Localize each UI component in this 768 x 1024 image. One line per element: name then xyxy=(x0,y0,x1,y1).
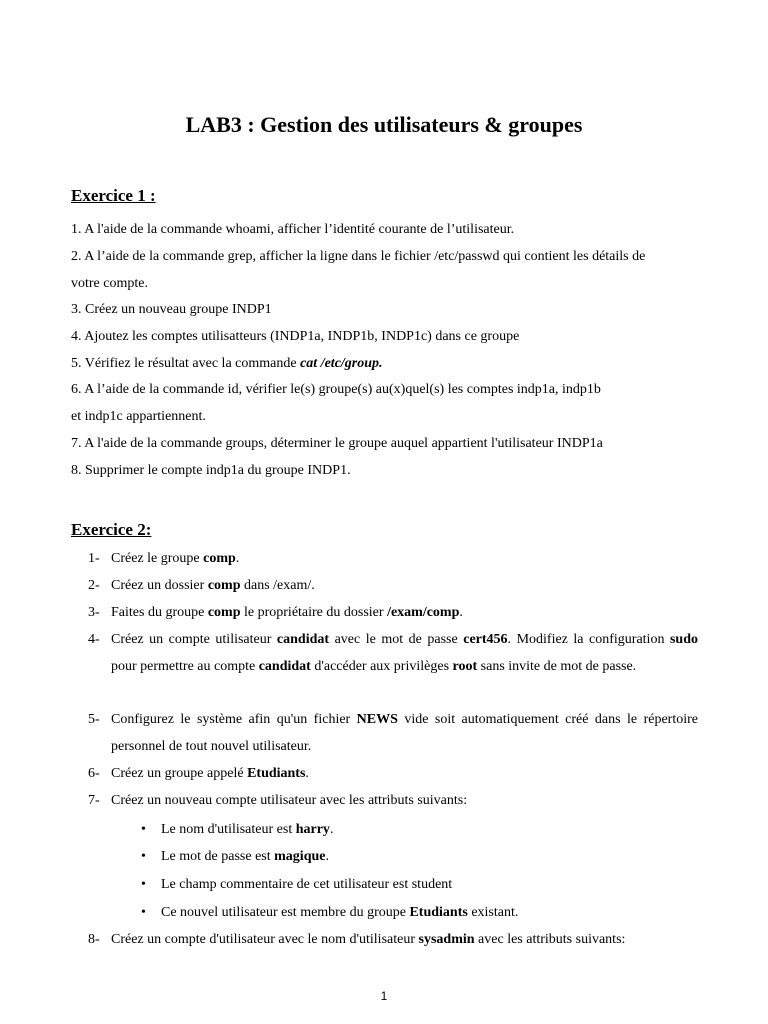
ex2-item-1 xyxy=(88,546,698,573)
ex2-item-5 xyxy=(88,707,698,760)
ex2-item-6 xyxy=(88,761,698,788)
ex1-line-2b: votre compte. xyxy=(71,276,148,291)
bullet-icon: • xyxy=(141,849,146,864)
ex2-item-text: Créez un compte d'utilisateur avec le nom d'utilisateur xyxy=(111,932,419,947)
ex2-item-bold: Etudiants xyxy=(247,766,306,781)
ex2-item-text: . Modifiez la configuration xyxy=(507,632,670,647)
ex2-item-bold: /exam/comp xyxy=(387,605,460,620)
ex1-line-7: 7. A l'aide de la commande groups, déterminer le groupe auquel appartient l'utilisateur INDP1a xyxy=(71,436,603,451)
ex2-item-bold: candidat xyxy=(276,632,330,647)
ex2-item-text: d'accéder aux privilèges xyxy=(310,658,453,674)
page-number: 1 xyxy=(380,989,388,1003)
bullet-icon: • xyxy=(141,905,146,920)
bullet-icon: • xyxy=(141,822,146,837)
ex1-line-6a: 6. A l’aide de la commande id, vérifier le(s) groupe(s) au(x)quel(s) les comptes indp1a, indp1b xyxy=(71,382,601,397)
bullet-text: . xyxy=(325,849,329,864)
ex2-item-text: Faites du groupe xyxy=(111,605,208,620)
bullet-text: Le nom d'utilisateur est xyxy=(161,822,296,837)
ex2-item-text: Configurez le système afin qu'un fichier xyxy=(111,712,357,727)
ex2-item-bold: comp xyxy=(207,578,241,593)
ex2-item-4 xyxy=(88,627,698,680)
ex2-item-number: 8- xyxy=(88,932,100,947)
ex2-item-text: sans invite de mot de passe. xyxy=(477,658,637,674)
ex2-bullet-1 xyxy=(141,821,333,839)
ex2-item-bold: comp xyxy=(207,605,241,620)
ex2-item-text: Créez un dossier xyxy=(111,578,208,593)
ex2-item-number: 1- xyxy=(88,551,100,566)
bullet-text: . xyxy=(329,822,334,837)
ex2-item-number: 4- xyxy=(88,632,100,647)
ex2-item-text: . xyxy=(459,605,463,620)
exercise-2-heading: Exercice 2: xyxy=(71,520,152,539)
ex2-bullet-4 xyxy=(141,904,518,922)
ex2-item-text: pour permettre au compte xyxy=(111,658,259,674)
ex1-line-1: 1. A l'aide de la commande whoami, afficher l’identité courante de l’utilisateur. xyxy=(71,222,515,237)
ex2-item-bold: root xyxy=(452,658,478,674)
ex2-item-text: Créez le groupe xyxy=(111,551,204,566)
ex2-item-text: Créez un nouveau compte utilisateur avec les attributs suivants: xyxy=(111,793,468,808)
ex2-item-bold: cert456 xyxy=(463,632,508,647)
ex2-bullet-2 xyxy=(141,848,329,866)
ex2-item-text: Créez un groupe appelé xyxy=(111,766,248,781)
ex2-item-number: 6- xyxy=(88,766,100,781)
ex2-item-2 xyxy=(88,573,698,600)
ex2-item-text: vide soit automatiquement créé dans le répertoire personnel de tout nouvel utilisateur. xyxy=(111,712,698,754)
bullet-text: Le champ commentaire de cet utilisateur est student xyxy=(161,877,453,892)
ex2-item-text: le propriétaire du dossier xyxy=(240,605,388,620)
page-title: LAB3 : Gestion des utilisateurs & groupes xyxy=(185,112,583,137)
ex1-line-6b: et indp1c appartiennent. xyxy=(71,409,206,424)
bullet-text: Le mot de passe est xyxy=(161,849,275,864)
ex2-item-text: Créez un compte utilisateur xyxy=(111,632,277,647)
ex2-item-7 xyxy=(88,788,698,815)
bullet-bold: harry xyxy=(295,822,330,837)
ex2-item-text: dans /exam/. xyxy=(240,578,315,593)
ex2-item-bold: sysadmin xyxy=(418,932,475,947)
ex2-item-number: 5- xyxy=(88,712,100,727)
ex2-item-text: . xyxy=(305,766,309,781)
bullet-text: existant. xyxy=(467,905,519,920)
ex2-item-number: 7- xyxy=(88,793,100,808)
bullet-text: Ce nouvel utilisateur est membre du groupe xyxy=(161,905,410,920)
ex2-item-number: 2- xyxy=(88,578,100,593)
ex2-item-number: 3- xyxy=(88,605,100,620)
ex1-line-5-text: 5. Vérifiez le résultat avec la commande xyxy=(71,356,301,371)
ex2-item-bold: sudo xyxy=(669,632,699,647)
bullet-bold: magique xyxy=(274,849,326,864)
ex2-item-text: . xyxy=(235,551,240,566)
ex2-item-bold: comp xyxy=(203,551,236,566)
exercise-1-heading: Exercice 1 : xyxy=(71,186,156,205)
ex2-item-text: avec le mot de passe xyxy=(329,632,464,647)
ex1-line-5 xyxy=(71,355,383,373)
ex1-line-4: 4. Ajoutez les comptes utilisatteurs (INDP1a, INDP1b, INDP1c) dans ce groupe xyxy=(71,329,520,344)
ex2-item-bold: candidat xyxy=(258,658,311,674)
ex2-bullet-3 xyxy=(141,876,452,894)
ex2-item-3 xyxy=(88,600,698,627)
ex2-item-text: avec les attributs suivants: xyxy=(474,932,626,947)
ex2-item-8 xyxy=(88,927,698,954)
ex2-item-bold: NEWS xyxy=(356,712,398,727)
ex1-line-3: 3. Créez un nouveau groupe INDP1 xyxy=(71,302,272,317)
ex1-line-5-command: cat /etc/group. xyxy=(300,356,383,371)
ex1-line-2a: 2. A l’aide de la commande grep, afficher la ligne dans le fichier /etc/passwd qui contient les détails de xyxy=(71,249,646,264)
bullet-bold: Etudiants xyxy=(409,905,468,920)
bullet-icon: • xyxy=(141,877,146,892)
ex1-line-8: 8. Supprimer le compte indp1a du groupe INDP1. xyxy=(71,463,351,478)
